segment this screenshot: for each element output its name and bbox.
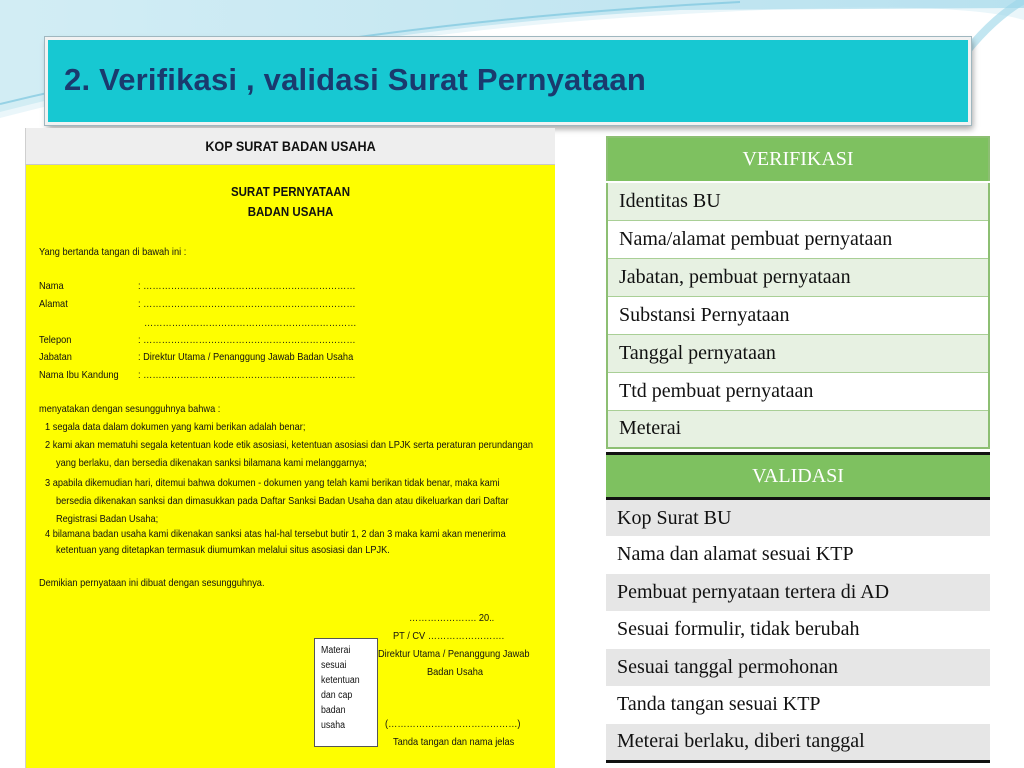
table-row: Sesuai tanggal permohonan (606, 649, 990, 687)
table-row: Pembuat pernyataan tertera di AD (606, 574, 990, 612)
signature-caption: Tanda tangan dan nama jelas (393, 736, 515, 748)
date-line: …………………. 20.. (409, 612, 495, 624)
field-value: : Direktur Utama / Penanggung Jawab Badan Usaha (138, 351, 354, 363)
table-row: Tanggal pernyataan (607, 334, 989, 372)
table-row: Meterai (607, 410, 989, 448)
materai-text: sesuai (321, 660, 347, 671)
field-value: : …………………………………………………………… (138, 280, 356, 292)
signature-blank: (……………………………………) (385, 718, 521, 730)
company-line: PT / CV ……………………. (393, 630, 505, 642)
statement-document (25, 128, 555, 768)
statement-item: 4 bilamana badan usaha kami dikenakan sanksi atas hal-hal tersebut butir 1, 2 dan 3 maka kami akan menerima (45, 528, 506, 540)
table-row: Meterai berlaku, diberi tanggal (606, 724, 990, 762)
document-title: SURAT PERNYATAAN (230, 185, 351, 199)
statement-item: yang berlaku, dan bersedia dikenakan sanksi bilamana kami melanggarnya; (56, 457, 367, 469)
field-label: Nama Ibu Kandung (39, 369, 119, 381)
document-letterhead (26, 128, 555, 165)
table-row: Ttd pembuat pernyataan (607, 372, 989, 410)
materai-text: usaha (321, 720, 345, 731)
field-value: : …………………………………………………………… (138, 298, 356, 310)
table-row: Sesuai formulir, tidak berubah (606, 611, 990, 649)
table-row: Identitas BU (607, 182, 989, 220)
field-value: : …………………………………………………………… (138, 334, 356, 346)
signatory-role: Badan Usaha (427, 666, 484, 678)
table-row: Nama/alamat pembuat pernyataan (607, 220, 989, 258)
table-row: Jabatan, pembuat pernyataan (607, 258, 989, 296)
table-row: Nama dan alamat sesuai KTP (606, 536, 990, 574)
field-label: Alamat (39, 298, 68, 310)
field-label: Nama (39, 280, 64, 292)
statement-item: Registrasi Badan Usaha; (56, 513, 159, 525)
verifikasi-table (606, 136, 990, 449)
signatory-role: Direktur Utama / Penanggung Jawab (378, 648, 530, 660)
statement-item: ketentuan yang ditetapkan termasuk diumumkan melalui situs asosiasi dan LPJK. (56, 544, 390, 556)
slide-title-bar (45, 37, 971, 125)
materai-box (314, 638, 378, 747)
verifikasi-header: VERIFIKASI (607, 137, 989, 182)
document-subtitle: BADAN USAHA (247, 205, 334, 219)
field-label: Telepon (39, 334, 72, 346)
intro-text: Yang bertanda tangan di bawah ini : (39, 246, 187, 258)
statement-intro: menyatakan dengan sesungguhnya bahwa : (39, 403, 221, 415)
materai-text: ketentuan (321, 675, 360, 686)
closing-text: Demikian pernyataan ini dibuat dengan sesungguhnya. (39, 577, 265, 589)
field-value: : …………………………………………………………… (138, 369, 356, 381)
field-label: Jabatan (39, 351, 72, 363)
table-row: Kop Surat BU (606, 499, 990, 537)
validasi-table (606, 452, 990, 763)
validasi-header: VALIDASI (606, 454, 990, 499)
statement-item: 2 kami akan mematuhi segala ketentuan kode etik asosiasi, ketentuan asosiasi dan LPJK serta peraturan perundangan (45, 439, 533, 451)
table-row: Tanda tangan sesuai KTP (606, 686, 990, 724)
materai-text: dan cap (321, 690, 353, 701)
statement-item: 1 segala data dalam dokumen yang kami berikan adalah benar; (45, 421, 306, 433)
field-value: …………………………………………………………… (144, 317, 357, 329)
materai-text: badan (321, 705, 346, 716)
table-row: Substansi Pernyataan (607, 296, 989, 334)
kop-surat-label: KOP SURAT BADAN USAHA (205, 138, 376, 154)
materai-text: Materai (321, 645, 351, 656)
slide-title: 2. Verifikasi , validasi Surat Pernyataan (64, 62, 647, 97)
statement-item: bersedia dikenakan sanksi dan dimasukkan pada Daftar Sanksi Badan Usaha dan atau dikeluarkan dari Daftar (56, 495, 509, 507)
statement-item: 3 apabila dikemudian hari, ditemui bahwa dokumen - dokumen yang telah kami berikan tidak benar, maka kami (45, 477, 500, 489)
